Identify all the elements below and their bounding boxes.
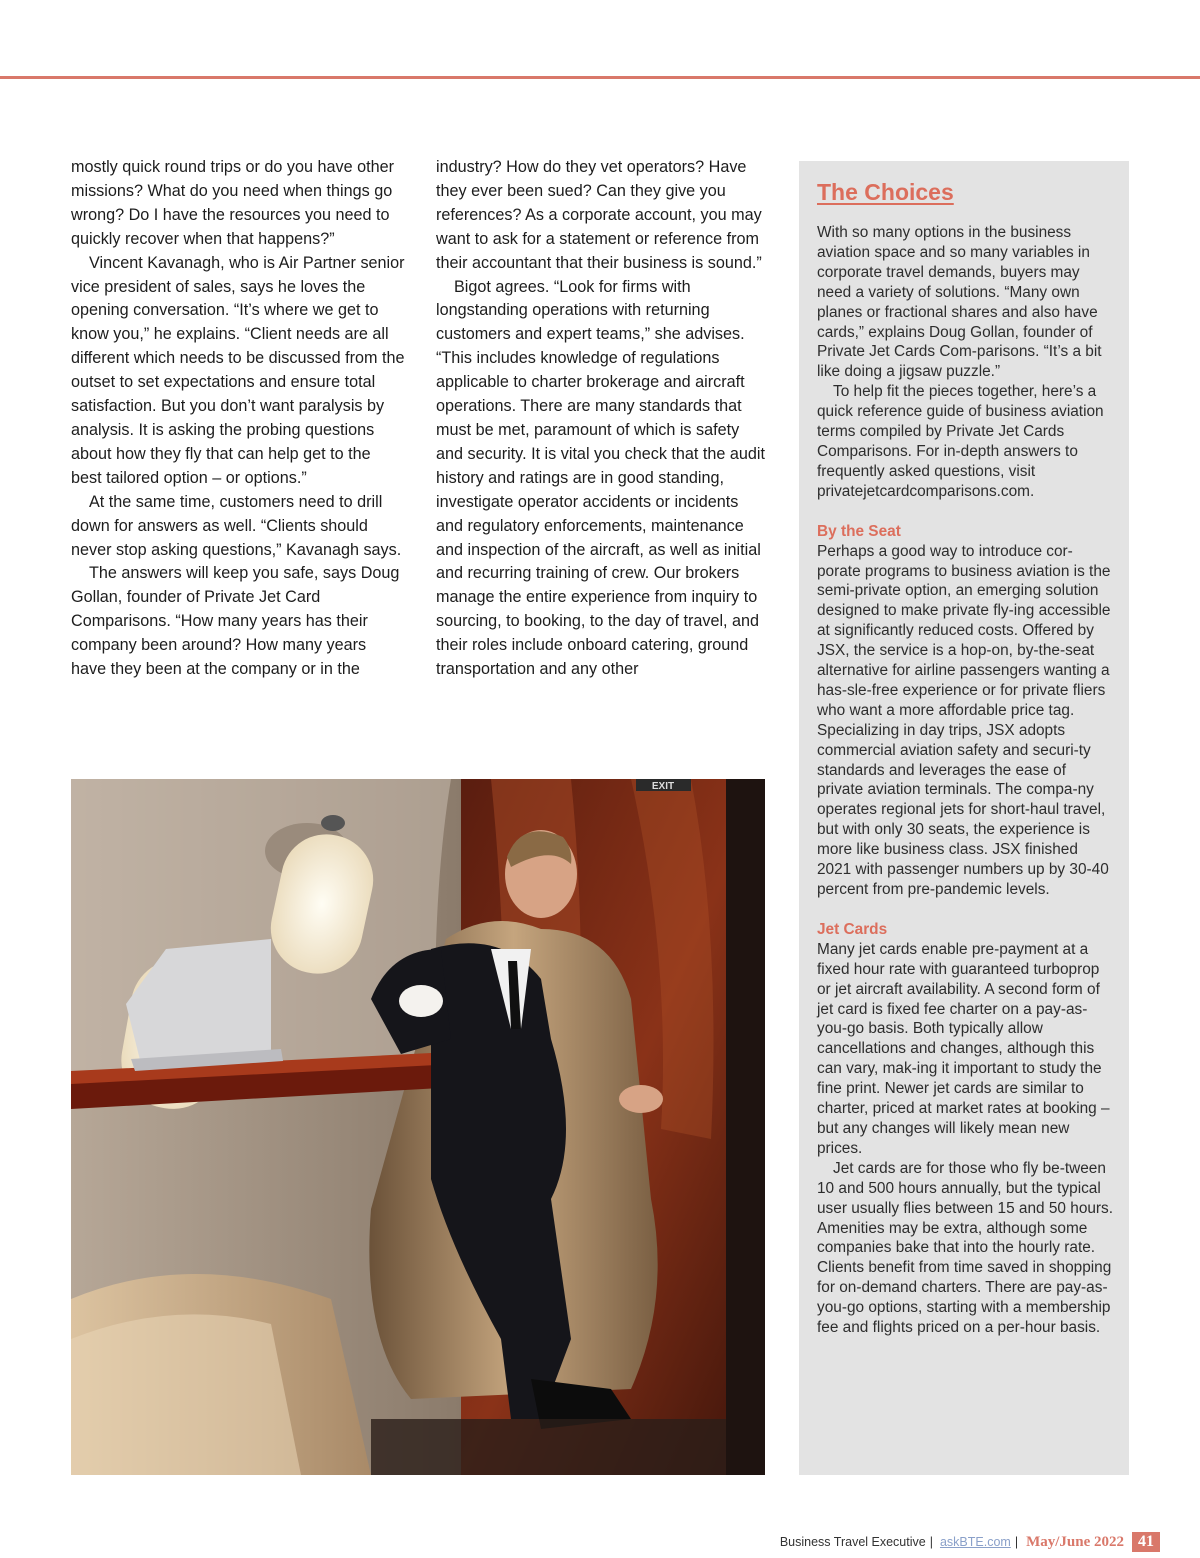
sidebar-title: The Choices: [817, 179, 954, 205]
article-column-1: [71, 156, 405, 682]
paragraph: The answers will keep you safe, says Doug Gollan, founder of Private Jet Card Comparisons. “How many years has their company been around? How many years have they been at the company or in the: [71, 564, 400, 679]
sidebar-heading-jet-cards: Jet Cards: [817, 920, 888, 938]
cabin-photo: [71, 779, 765, 1475]
page-number: 41: [1132, 1532, 1160, 1552]
paragraph: industry? How do they vet operators? Have they ever been sued? Can they give you references? As a corporate account, you may want to ask for a statement or reference from their accountant that their business is sound.”: [436, 158, 762, 272]
publication-name: Business Travel Executive: [779, 1535, 926, 1549]
sidebar-heading-by-the-seat: By the Seat: [817, 522, 901, 540]
paragraph: Bigot agrees. “Look for firms with longstanding operations with returning customers and expert teams,” she advises. “This includes knowledge of regulations applicable to charter brokerage and aircraft operations. There are many standards that must be met, paramount of which is safety and security. It is vital you check that the audit history and ratings are in good standing, investigate operator accidents or incidents and regulatory enforcements, maintenance and inspection of the aircraft, as well as initial and recurring training of crew. Our brokers manage the entire experience from inquiry to sourcing, to booking, to the day of travel, and their roles include onboard catering, ground transportation and any other: [436, 277, 766, 679]
sidebar-text: Many jet cards enable pre-payment at a fixed hour rate with guaranteed turboprop or jet aircraft availability. A second form of jet card is fixed fee charter on a pay-as-you-go basis. Both typically allow cancellations and changes, although this can vary, mak-ing it important to study the fine print. Newer jet cards are similar to charter, priced at market rates at booking – but any changes will likely mean new prices.: [817, 940, 1110, 1157]
paragraph: mostly quick round trips or do you have other missions? What do you need when things go wrong? Do I have the resources you need to quickly recover when that happens?”: [71, 158, 395, 248]
footer-separator: |: [1014, 1535, 1019, 1549]
sidebar-intro: To help fit the pieces together, here’s a quick reference guide of business aviation terms compiled by Private Jet Cards Comparisons. For in-depth answers to frequently asked questions, visit privatejetcardcomparisons.com.: [817, 383, 1104, 500]
article-column-2: [436, 156, 766, 682]
issue-date: May/June 2022: [1026, 1533, 1124, 1550]
exit-sign: EXIT: [651, 781, 675, 792]
sidebar-text: Perhaps a good way to introduce cor-porate programs to business aviation is the semi-private option, an emerging solution designed to make private fly-ing accessible at significantly reduced costs. Offered by JSX, the service is a hop-on, by-the-seat alternative for airline passengers wanting a has-sle-free experience or for private fliers who want a more affordable price tag. Specializing in day trips, JSX adopts commercial aviation safety and securi-ty standards and leverages the ease of private aviation terminals. The compa-ny operates regional jets for short-haul travel, but with only 30 seats, the experience is more like business class. JSX finished 2021 with passenger numbers up by 30-40 percent from pre-pandemic levels.: [817, 542, 1111, 898]
top-rule: [0, 76, 1200, 79]
paragraph: Vincent Kavanagh, who is Air Partner senior vice president of sales, says he loves the opening conversation. “It’s where we get to know you,” he explains. “Client needs are all different which needs to be discussed from the outset to set expectations and ensure total satisfaction. But you don’t want paralysis by analysis. It is asking the probing questions about how they fly that can help get to the best tailored option – or options.”: [71, 253, 405, 487]
footer-separator: |: [929, 1535, 933, 1549]
website-link[interactable]: askBTE.com: [939, 1535, 1011, 1549]
sidebar-text: Jet cards are for those who fly be-tween 10 and 500 hours annually, but the typical user usually flies between 15 and 50 hours. Amenities may be extra, although some companies bake that into the hourly rate. Clients benefit from time saved in shopping for on-demand charters. There are pay-as-you-go options, starting with a membership fee and flights priced on a per-hour basis.: [817, 1159, 1114, 1337]
sidebar-intro: With so many options in the business aviation space and so many variables in corporate travel demands, buyers may need a variety of solutions. “Many own planes or fractional shares and also have cards,” explains Doug Gollan, founder of Private Jet Cards Com-parisons. “It’s a bit like doing a jigsaw puzzle.”: [817, 224, 1102, 381]
paragraph: At the same time, customers need to drill down for answers as well. “Clients should never stop asking questions,” Kavanagh says.: [71, 492, 402, 559]
sidebar-the-choices: [799, 161, 1129, 1475]
page-footer: [780, 1530, 1160, 1554]
